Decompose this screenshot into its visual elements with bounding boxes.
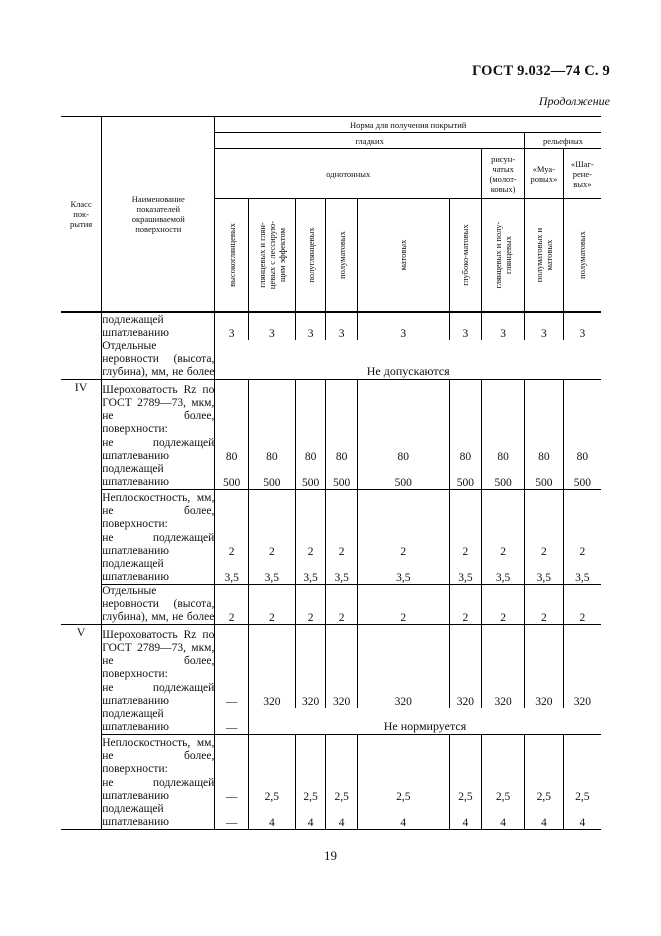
- page-number: 19: [324, 848, 337, 863]
- value-cell: [525, 734, 564, 776]
- value-cell: 3,5: [525, 558, 564, 585]
- value-cell: 2: [248, 585, 295, 625]
- indicator-label: подлежащей шпатлеванию: [102, 314, 169, 339]
- value-cell: 2,5: [248, 776, 295, 803]
- value-cell: 2: [295, 585, 326, 625]
- value-cell: 80: [248, 436, 295, 463]
- value-cell: 3,5: [326, 558, 358, 585]
- table-row: [61, 436, 601, 463]
- value-cell: 500: [357, 463, 449, 490]
- value-cell: [248, 489, 295, 531]
- value-cell: 3: [357, 312, 449, 340]
- value-cell: 3: [326, 312, 358, 340]
- header-glossy: гладких: [215, 133, 525, 149]
- value-cell: [215, 734, 249, 776]
- value-cell: 3,5: [248, 558, 295, 585]
- value-cell: 2: [357, 585, 449, 625]
- table-row: [61, 625, 601, 681]
- value-cell: [248, 734, 295, 776]
- value-cell: 3: [449, 312, 482, 340]
- value-cell: 3: [525, 312, 564, 340]
- table-row: [61, 734, 601, 776]
- table-row: [61, 708, 601, 735]
- header-one-tone: однотонных: [215, 149, 482, 199]
- value-cell: [525, 380, 564, 436]
- value-cell: 2: [563, 531, 601, 558]
- value-cell: 3: [248, 312, 295, 340]
- indicator-label: Шероховатость Rz по ГОСТ 2789—73, мкм, не более, поверхности:: [102, 383, 215, 435]
- table-row: [61, 340, 601, 380]
- value-cell: [215, 489, 249, 531]
- class-cell: [61, 312, 102, 380]
- value-cell: 3,5: [215, 558, 249, 585]
- value-cell: [525, 625, 564, 681]
- value-cell: 320: [449, 681, 482, 708]
- indicator-label: не подлежащей шпатлеванию: [102, 436, 215, 462]
- value-cell: 3: [295, 312, 326, 340]
- header-shagrene: «Шаг- рене- вых»: [563, 149, 601, 199]
- value-cell: 80: [482, 436, 525, 463]
- col-header: глубоко-матовых: [460, 224, 471, 286]
- value-cell: 2,5: [295, 776, 326, 803]
- value-cell: 2,5: [449, 776, 482, 803]
- value-cell: 80: [563, 436, 601, 463]
- value-cell: 500: [563, 463, 601, 490]
- indicator-label: подлежащей шпатлеванию: [102, 707, 169, 733]
- value-cell: 2: [357, 531, 449, 558]
- table-row: [61, 380, 601, 436]
- table-row: [61, 776, 601, 803]
- table-row: [61, 803, 601, 830]
- col-header: полуматовых: [577, 231, 588, 279]
- value-cell: 500: [295, 463, 326, 490]
- value-cell: 3: [482, 312, 525, 340]
- value-cell: [449, 380, 482, 436]
- value-cell: 500: [326, 463, 358, 490]
- value-cell: 320: [326, 681, 358, 708]
- col-header: глянцевых и полу- глянцевых: [493, 221, 514, 289]
- value-cell: [295, 625, 326, 681]
- value-cell: 80: [215, 436, 249, 463]
- table-body: [61, 312, 601, 830]
- table-header: [61, 117, 601, 313]
- value-cell: 500: [525, 463, 564, 490]
- value-cell: [295, 380, 326, 436]
- value-cell: 2: [449, 531, 482, 558]
- value-cell: 2,5: [326, 776, 358, 803]
- table-row: [61, 558, 601, 585]
- value-cell: 2: [482, 585, 525, 625]
- value-cell: [295, 734, 326, 776]
- value-cell: 320: [295, 681, 326, 708]
- indicator-label: Неплоскостность, мм, не более, поверхности:: [102, 737, 215, 775]
- value-cell: 320: [357, 681, 449, 708]
- value-cell: [357, 625, 449, 681]
- indicator-label: не подлежащей шпатлеванию: [102, 532, 215, 557]
- value-cell: [326, 734, 358, 776]
- value-cell: 3: [563, 312, 601, 340]
- value-cell: 3,5: [482, 558, 525, 585]
- value-cell: —: [215, 708, 249, 735]
- value-cell: [563, 625, 601, 681]
- value-cell: 80: [357, 436, 449, 463]
- value-cell: 2: [449, 585, 482, 625]
- col-header: высокоглянцевых: [226, 223, 237, 287]
- col-header: матовых: [398, 239, 409, 271]
- header-relief: рельефных: [525, 133, 602, 149]
- value-cell: 80: [326, 436, 358, 463]
- value-cell: 3,5: [449, 558, 482, 585]
- indicator-label: подлежащей шпатлеванию: [102, 558, 169, 583]
- value-cell: [525, 489, 564, 531]
- value-cell: [357, 380, 449, 436]
- table-row: [61, 681, 601, 708]
- table-row: [61, 531, 601, 558]
- table-row: [61, 463, 601, 490]
- value-cell: 4: [357, 803, 449, 830]
- value-cell: [215, 625, 249, 681]
- value-cell: 2,5: [357, 776, 449, 803]
- value-cell: —: [215, 776, 249, 803]
- value-cell: 2,5: [482, 776, 525, 803]
- indicator-label: Неплоскостность, мм, не более, поверхности:: [102, 492, 215, 530]
- col-header: полуматовых и матовых: [533, 227, 554, 283]
- col-header: глянцевых и глян- цевых с лессирую- щим эффектом: [256, 220, 287, 290]
- value-cell: [326, 489, 358, 531]
- value-cell: 4: [449, 803, 482, 830]
- value-cell: [482, 625, 525, 681]
- value-cell: 4: [563, 803, 601, 830]
- value-cell: 4: [295, 803, 326, 830]
- value-cell: 80: [525, 436, 564, 463]
- indicator-label: Отдельные неровности (высота, глубина), мм, не более: [102, 340, 215, 378]
- value-cell: 4: [326, 803, 358, 830]
- indicator-label: не подлежащей шпатлеванию: [102, 777, 215, 802]
- col-header: полуматовых: [336, 231, 347, 279]
- value-cell: [215, 380, 249, 436]
- value-cell: 2: [525, 585, 564, 625]
- header-indicator-name: Наименование показателей окрашиваемой поверхности: [102, 117, 215, 313]
- value-cell: [248, 380, 295, 436]
- value-cell: [326, 380, 358, 436]
- indicator-label: подлежащей шпатлеванию: [102, 462, 169, 488]
- table-row: [61, 489, 601, 531]
- header-moire: «Муа- ровых»: [525, 149, 564, 199]
- table-row: [61, 312, 601, 340]
- value-cell: [563, 489, 601, 531]
- value-cell: 2: [215, 531, 249, 558]
- value-cell: —: [215, 681, 249, 708]
- continuation-label: Продолжение: [538, 94, 610, 108]
- value-cell: 500: [449, 463, 482, 490]
- value-cell: 3,5: [563, 558, 601, 585]
- value-cell: 2: [215, 585, 249, 625]
- header-class: Класс пок- рытия: [61, 117, 102, 313]
- value-cell: [482, 489, 525, 531]
- value-cell: 2: [525, 531, 564, 558]
- value-cell: [563, 380, 601, 436]
- header-norm-title: Норма для получения покрытий: [215, 117, 601, 133]
- value-cell: [295, 489, 326, 531]
- value-cell: [357, 489, 449, 531]
- document-header: ГОСТ 9.032—74 С. 9: [472, 63, 610, 79]
- class-cell: IV: [61, 380, 102, 625]
- value-cell: 500: [482, 463, 525, 490]
- value-cell: [357, 734, 449, 776]
- value-cell: 3,5: [295, 558, 326, 585]
- value-cell: 320: [482, 681, 525, 708]
- value-cell: 320: [563, 681, 601, 708]
- indicator-label: подлежащей шпатлеванию: [102, 803, 169, 828]
- value-cell: 4: [525, 803, 564, 830]
- value-cell: —: [215, 803, 249, 830]
- value-cell: [449, 625, 482, 681]
- value-cell: [482, 380, 525, 436]
- value-cell: [326, 625, 358, 681]
- value-cell: 3,5: [357, 558, 449, 585]
- indicator-label: не подлежащей шпатлеванию: [102, 681, 215, 707]
- value-cell: 3: [215, 312, 249, 340]
- value-cell: 80: [449, 436, 482, 463]
- col-header: полуглянцевых: [305, 227, 316, 283]
- value-cell: 500: [248, 463, 295, 490]
- value-cell: 2,5: [563, 776, 601, 803]
- class-cell: V: [61, 625, 102, 830]
- value-cell: 4: [248, 803, 295, 830]
- indicator-label: Отдельные неровности (высота, глубина), мм, не более: [102, 585, 215, 623]
- value-cell: 2: [248, 531, 295, 558]
- norms-table: [61, 116, 601, 830]
- value-cell: 4: [482, 803, 525, 830]
- header-patterned: рисун- чатых (молот- ковых): [482, 149, 525, 199]
- value-cell: 320: [248, 681, 295, 708]
- value-cell: [482, 734, 525, 776]
- value-cell: 2,5: [525, 776, 564, 803]
- value-cell: 320: [525, 681, 564, 708]
- value-cell: [449, 489, 482, 531]
- value-cell: 2: [326, 585, 358, 625]
- value-cell: 80: [295, 436, 326, 463]
- spanning-value: Не допускаются: [215, 340, 601, 380]
- indicator-label: Шероховатость Rz по ГОСТ 2789—73, мкм, не более, поверхности:: [102, 628, 215, 680]
- value-cell: 2: [482, 531, 525, 558]
- table-row: [61, 585, 601, 625]
- value-cell: 500: [215, 463, 249, 490]
- value-cell: [449, 734, 482, 776]
- value-cell: [563, 734, 601, 776]
- spanning-value: Не нормируется: [248, 708, 601, 735]
- value-cell: 2: [326, 531, 358, 558]
- value-cell: 2: [295, 531, 326, 558]
- value-cell: [248, 625, 295, 681]
- value-cell: 2: [563, 585, 601, 625]
